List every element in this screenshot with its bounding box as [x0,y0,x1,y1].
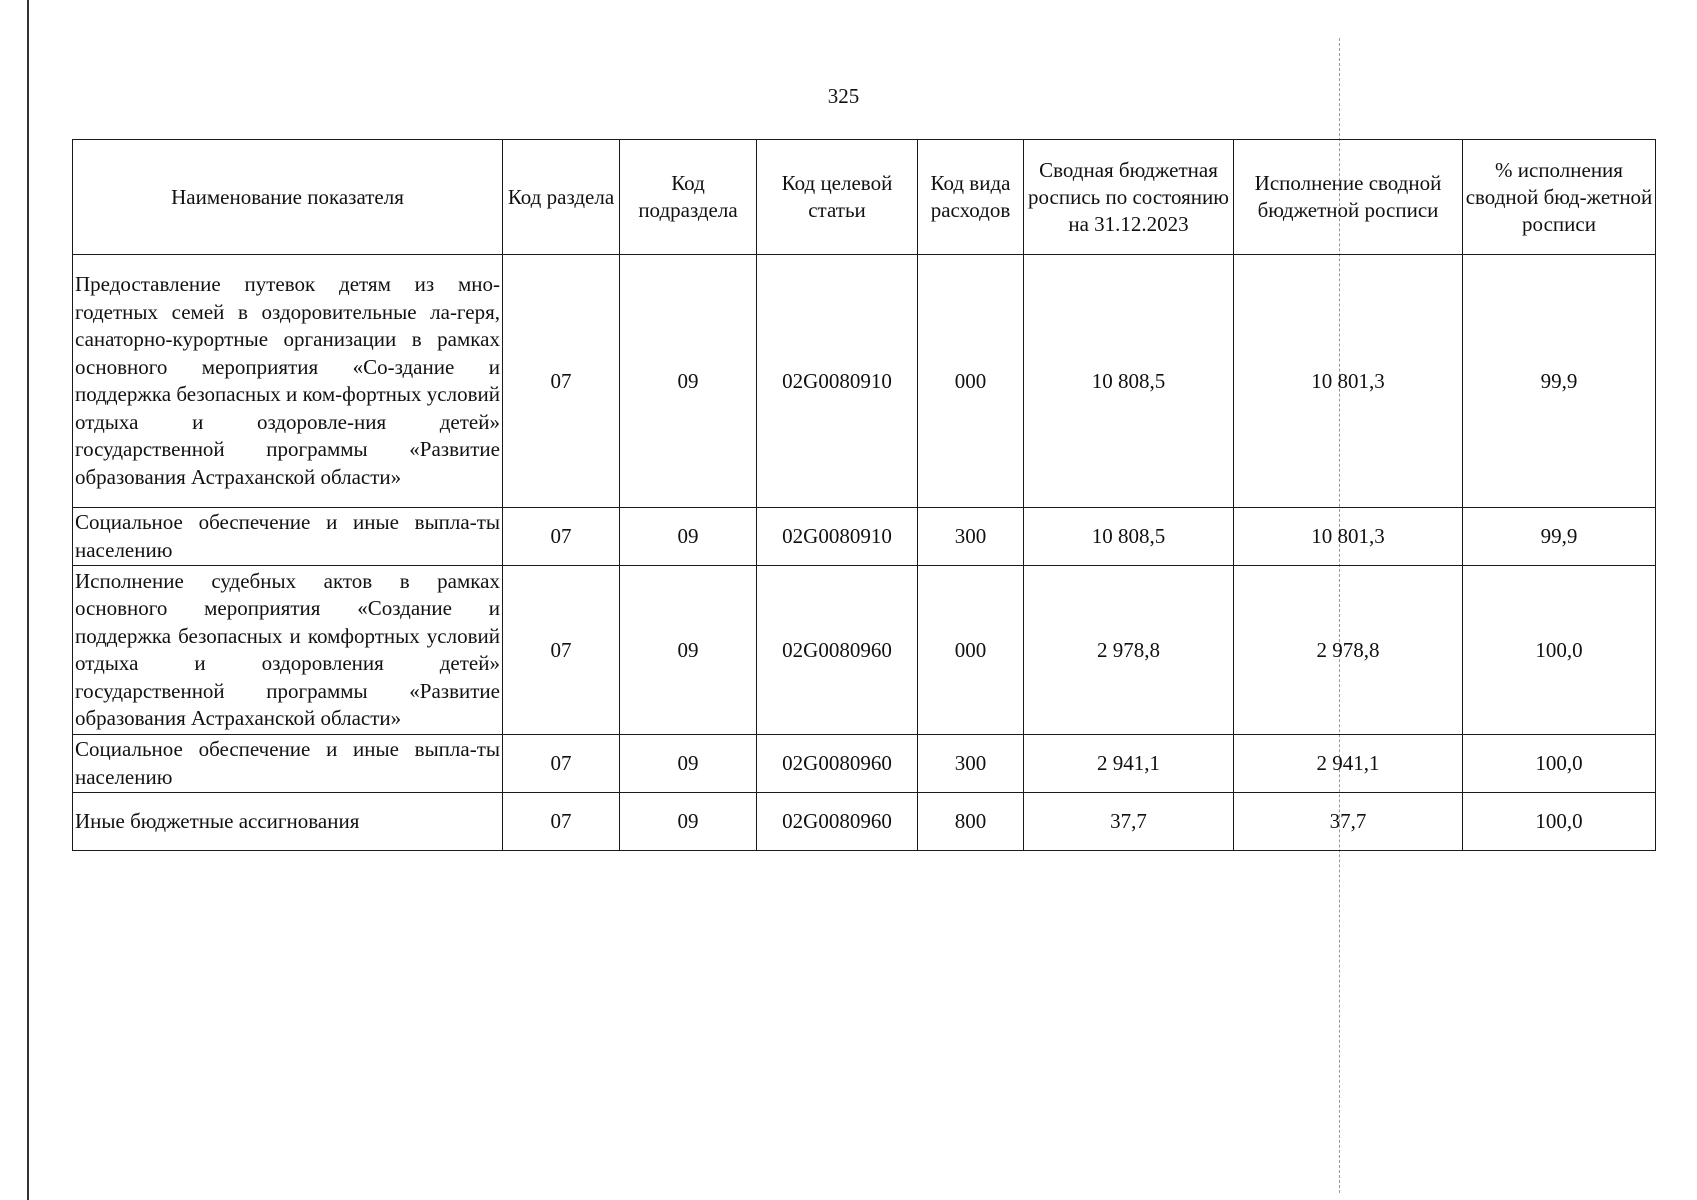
cell-execution-percent: 99,9 [1463,255,1656,508]
cell-execution-percent: 100,0 [1463,793,1656,851]
cell-planned-budget: 37,7 [1024,793,1234,851]
cell-indicator-name: Социальное обеспечение и иные выпла-ты населению [73,508,503,566]
cell-planned-budget: 2 941,1 [1024,735,1234,793]
table-row [73,566,1656,735]
cell-execution-percent: 100,0 [1463,566,1656,735]
cell-section-code: 07 [503,255,620,508]
cell-planned-budget: 10 808,5 [1024,508,1234,566]
cell-indicator-name: Исполнение судебных актов в рамках основного мероприятия «Создание и поддержка безопасных и комфортных условий отдыха и оздоровления детей» государственной программы «Развитие образования Астраханской области» [73,566,503,735]
cell-subsection-code: 09 [620,508,757,566]
header-planned-budget: Сводная бюджетная роспись по состоянию на 31.12.2023 [1024,140,1234,255]
scan-left-edge [27,0,29,1200]
cell-executed-budget: 37,7 [1234,793,1463,851]
cell-target-code: 02G0080910 [757,255,918,508]
header-executed-budget: Исполнение сводной бюджетной росписи [1234,140,1463,255]
table-row [73,793,1656,851]
page-number: 325 [827,84,860,108]
cell-target-code: 02G0080910 [757,508,918,566]
table-header-row [73,140,1656,255]
cell-execution-percent: 99,9 [1463,508,1656,566]
cell-planned-budget: 2 978,8 [1024,566,1234,735]
cell-expense-type-code: 300 [918,735,1024,793]
header-execution-percent: % исполнения сводной бюд-жетной росписи [1463,140,1656,255]
cell-subsection-code: 09 [620,793,757,851]
cell-expense-type-code: 300 [918,508,1024,566]
cell-expense-type-code: 000 [918,255,1024,508]
cell-indicator-name: Иные бюджетные ассигнования [73,793,503,851]
cell-section-code: 07 [503,508,620,566]
header-subsection-code: Код подраздела [620,140,757,255]
cell-execution-percent: 100,0 [1463,735,1656,793]
cell-target-code: 02G0080960 [757,735,918,793]
budget-execution-table [72,139,1656,851]
header-expense-type-code: Код вида расходов [918,140,1024,255]
cell-target-code: 02G0080960 [757,566,918,735]
cell-subsection-code: 09 [620,566,757,735]
cell-expense-type-code: 800 [918,793,1024,851]
cell-subsection-code: 09 [620,735,757,793]
table-row [73,255,1656,508]
cell-executed-budget: 10 801,3 [1234,508,1463,566]
cell-executed-budget: 2 941,1 [1234,735,1463,793]
table-row [73,508,1656,566]
header-indicator-name: Наименование показателя [73,140,503,255]
cell-subsection-code: 09 [620,255,757,508]
cell-executed-budget: 10 801,3 [1234,255,1463,508]
cell-planned-budget: 10 808,5 [1024,255,1234,508]
cell-executed-budget: 2 978,8 [1234,566,1463,735]
cell-target-code: 02G0080960 [757,793,918,851]
cell-expense-type-code: 000 [918,566,1024,735]
header-section-code: Код раздела [503,140,620,255]
cell-indicator-name: Предоставление путевок детям из мно-годетных семей в оздоровительные ла-геря, санаторно-курортные организации в рамках основного мероприятия «Со-здание и поддержка безопасных и ком-фортных условий отдыха и оздоровле-ния детей» государственной программы «Развитие образования Астраханской области» [73,255,503,508]
header-target-code: Код целевой статьи [757,140,918,255]
cell-section-code: 07 [503,566,620,735]
cell-section-code: 07 [503,735,620,793]
cell-indicator-name: Социальное обеспечение и иные выпла-ты населению [73,735,503,793]
table-row [73,735,1656,793]
cell-section-code: 07 [503,793,620,851]
